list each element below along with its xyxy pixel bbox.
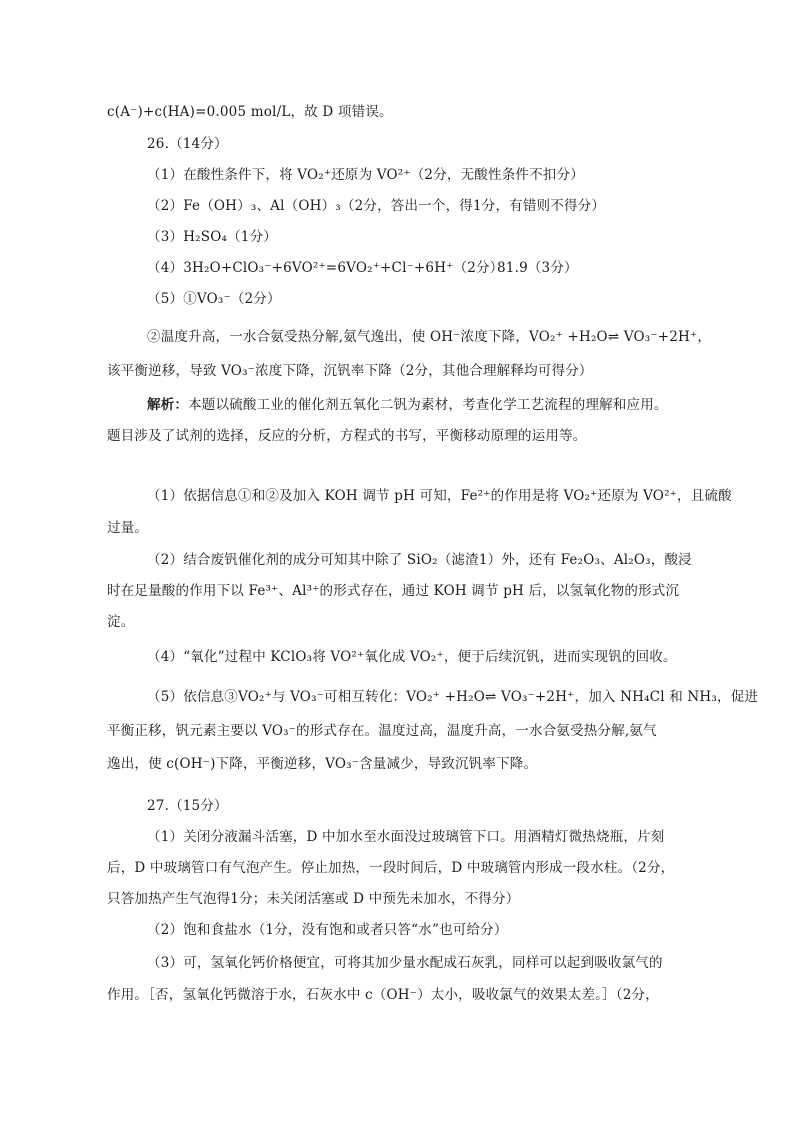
q26-answer-5: （5）①VO₃⁻（2分）	[147, 291, 281, 307]
q27-header: 27.（15分）	[147, 798, 228, 814]
q26-answer-4-score: 81.9（3分）	[497, 260, 578, 276]
analysis-line2: 题目涉及了试剂的选择，反应的分析，方程式的书写，平衡移动原理的运用等。	[107, 428, 587, 444]
explain-5-line1: （5）依信息③VO₂⁺与 VO₃⁻可相互转化：VO₂⁺ +H₂O⇌ VO₃⁻+2H⁺，加入 NH₄Cl 和 NH₃，促进	[147, 689, 759, 705]
explain-2-line1: （2）结合废钒催化剂的成分可知其中除了 SiO₂（滤渣1）外，还有 Fe₂O₃、Al₂O₃，酸浸	[147, 552, 692, 568]
q27-answer-3-line1: （3）可，氢氧化钙价格便宜，可将其加少量水配成石灰乳，同样可以起到吸收氯气的	[147, 955, 663, 971]
q26-answer-5b-line2: 该平衡逆移，导致 VO₃⁻浓度下降，沉钒率下降（2分，其他合理解释均可得分）	[107, 363, 593, 379]
analysis-text: 本题以硫酸工业的催化剂五氧化二钒为素材，考查化学工艺流程的理解和应用。	[188, 397, 668, 413]
q27-answer-2: （2）饱和食盐水（1分，没有饱和或者只答“水”也可给分）	[147, 922, 508, 938]
explain-5-line3: 逸出，使 c(OH⁻)下降，平衡逆移，VO₃⁻含量减少，导致沉钒率下降。	[107, 756, 538, 772]
q27-answer-1-line1: （1）关闭分液漏斗活塞，D 中加水至水面没过玻璃管下口。用酒精灯微热烧瓶，片刻	[147, 829, 665, 845]
q27-answer-1-line3: 只答加热产生气泡得1分；未关闭活塞或 D 中预先未加水，不得分）	[107, 891, 520, 907]
explain-2-line3: 淀。	[107, 614, 135, 630]
explain-2-line2: 时在足量酸的作用下以 Fe³⁺、Al³⁺的形式存在，通过 KOH 调节 pH 后，以氢氧化物的形式沉	[107, 583, 680, 599]
analysis-line1	[147, 396, 668, 414]
q26-answer-1: （1）在酸性条件下，将 VO₂⁺还原为 VO²⁺（2分，无酸性条件不扣分）	[147, 167, 584, 183]
q26-answer-3: （3）H₂SO₄（1分）	[147, 229, 277, 245]
q27-answer-1-line2: 后，D 中玻璃管口有气泡产生。停止加热，一段时间后，D 中玻璃管内形成一段水柱。（2分，	[107, 860, 675, 876]
explain-1-line1: （1）依据信息①和②及加入 KOH 调节 pH 可知，Fe²⁺的作用是将 VO₂⁺还原为 VO²⁺，且硫酸	[147, 488, 732, 504]
q26-answer-2: （2）Fe（OH）₃、Al（OH）₃（2分，答出一个，得1分，有错则不得分）	[147, 198, 606, 214]
explain-1-line2: 过量。	[107, 520, 149, 536]
q26-header: 26.（14分）	[147, 136, 228, 152]
q26-answer-5b-line1: ②温度升高，一水合氨受热分解,氨气逸出，使 OH⁻浓度下降，VO₂⁺ +H₂O⇌ VO₃⁻+2H⁺，	[147, 329, 712, 345]
analysis-label: 解析：	[147, 397, 189, 413]
intro-line: c(A⁻)+c(HA)=0.005 mol/L，故 D 项错误。	[107, 104, 393, 120]
q27-answer-3-line2: 作用。［否，氢氧化钙微溶于水，石灰水中 c（OH⁻）太小，吸收氯气的效果太差。］（2分，	[107, 987, 659, 1003]
explain-5-line2: 平衡正移，钒元素主要以 VO₃⁻的形式存在。温度过高，温度升高，一水合氨受热分解,氨气	[107, 723, 657, 739]
explain-4: （4）“氧化”过程中 KClO₃将 VO²⁺氧化成 VO₂⁺，便于后续沉钒，进而实现钒的回收。	[147, 649, 677, 665]
q26-answer-4: （4）3H₂O+ClO₃⁻+6VO²⁺=6VO₂⁺+Cl⁻+6H⁺（2分）	[147, 260, 504, 276]
